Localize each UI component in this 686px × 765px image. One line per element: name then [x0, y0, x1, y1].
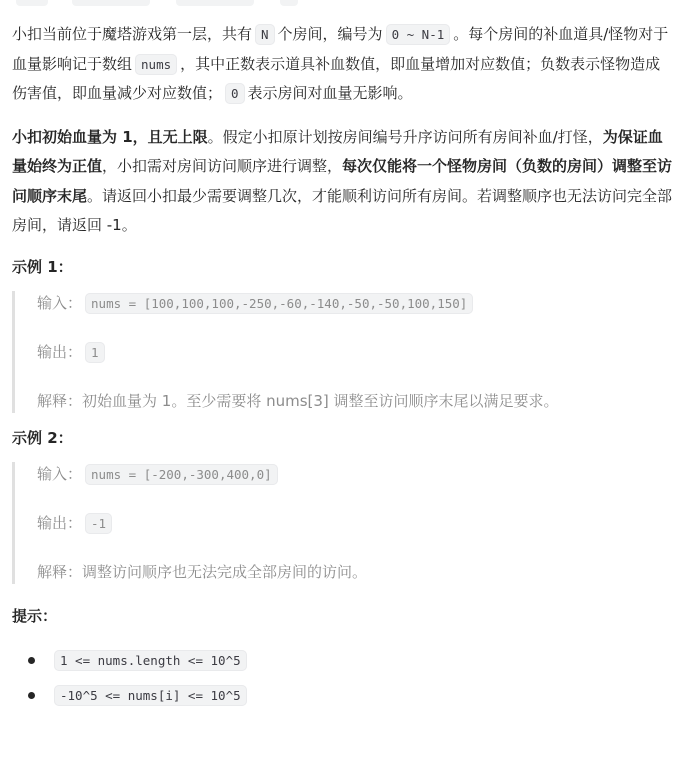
text: 。请返回小扣最少需要调整几次，才能顺利访问所有房间。若调整顺序也无法访问完全部房间，请返回 -1。	[12, 186, 673, 234]
hint-code: -10^5 <= nums[i] <= 10^5	[54, 685, 247, 706]
input-label: 输入：	[37, 293, 83, 312]
inline-code: 0	[225, 83, 245, 104]
input-code: nums = [-200,-300,400,0]	[85, 464, 278, 485]
bold-text: 每次仅能将一个怪物房间（负数的房间）调整至访问顺序末尾	[12, 157, 673, 205]
example-1-title: 示例 1：	[12, 257, 73, 276]
text: 表示房间对血量无影响。	[247, 84, 413, 102]
example-2-title: 示例 2：	[12, 428, 73, 447]
output-label: 输出：	[37, 342, 83, 361]
text: 。每个房间的补血道具/怪物对于血量影响记于数组	[12, 25, 669, 73]
text: 小扣当前位于魔塔游戏第一层，共有	[12, 25, 253, 43]
list-item	[12, 683, 674, 708]
problem-paragraph-2	[12, 123, 674, 241]
output-code: -1	[85, 513, 112, 534]
example-input-row	[37, 291, 674, 316]
inline-code: N	[255, 24, 275, 45]
explain-label: 解释：	[37, 391, 83, 410]
hints-title: 提示：	[12, 606, 58, 625]
output-code: 1	[85, 342, 105, 363]
example-output-row	[37, 340, 674, 365]
input-code: nums = [100,100,100,-250,-60,-140,-50,-50,100,150]	[85, 293, 473, 314]
example-explain-row	[37, 560, 674, 584]
example-output-row	[37, 511, 674, 536]
text: 。假定小扣原计划按房间编号升序访问所有房间补血/打怪，	[207, 127, 603, 146]
hint-code: 1 <= nums.length <= 10^5	[54, 650, 247, 671]
example-explain-row	[37, 389, 674, 413]
tag-chip[interactable]	[176, 0, 254, 6]
example-1-block	[12, 291, 674, 413]
tag-chip[interactable]	[280, 0, 298, 6]
problem-paragraph-1	[12, 20, 674, 109]
explain-text: 初始血量为 1。至少需要将 nums[3] 调整至访问顺序末尾以满足要求。	[82, 391, 559, 410]
inline-code: nums	[135, 54, 177, 75]
text: ，小扣需对房间访问顺序进行调整，	[102, 157, 343, 175]
inline-code: 0 ~ N-1	[386, 24, 451, 45]
text: ，其中正数表示道具补血数值，即血量增加对应数值；负数表示怪物造成伤害值，即血量减少对应数值；	[12, 54, 661, 102]
example-input-row	[37, 462, 674, 487]
tag-chip[interactable]	[16, 0, 48, 6]
problem-description	[12, 20, 674, 718]
bold-text: 为保证血量始终为正值	[12, 127, 663, 175]
explain-label: 解释：	[37, 562, 83, 581]
bold-text: 小扣初始血量为 1，且无上限	[12, 127, 208, 146]
explain-text: 调整访问顺序也无法完成全部房间的访问。	[82, 562, 368, 581]
hints-list	[12, 648, 674, 708]
list-item	[12, 648, 674, 673]
top-tags-strip	[0, 0, 686, 8]
example-2-block	[12, 462, 674, 584]
input-label: 输入：	[37, 464, 83, 483]
text: 个房间，编号为	[277, 25, 383, 43]
output-label: 输出：	[37, 513, 83, 532]
tag-chip[interactable]	[72, 0, 150, 6]
